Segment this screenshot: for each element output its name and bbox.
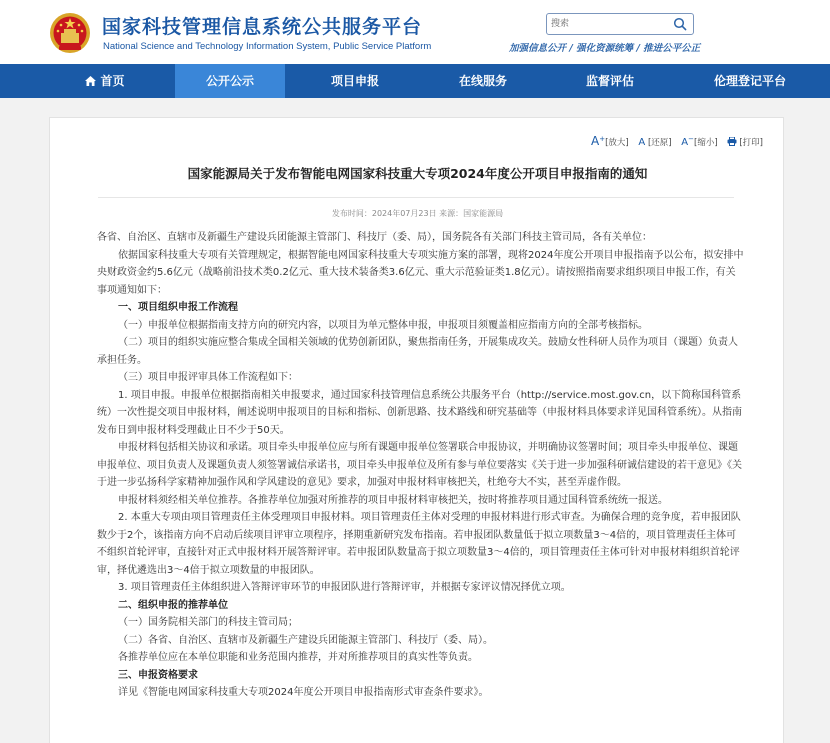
nav-item-home[interactable] bbox=[70, 64, 140, 98]
font-small-icon: A bbox=[681, 137, 689, 148]
font-tools bbox=[584, 134, 763, 148]
paragraph: （一）国务院相关部门的科技主管司局； bbox=[118, 617, 298, 628]
print-button[interactable] bbox=[727, 136, 763, 148]
paragraph: 各省、自治区、直辖市及新疆生产建设兵团能源主管部门、科技厅（委、局），国务院各有关部门科技主管司局，各有关单位： bbox=[97, 232, 652, 243]
paragraph: 申报材料须经相关单位推荐。各推荐单位加强对所推荐的项目申报材料审核把关，按时将推荐项目通过国科管系统统一报送。 bbox=[118, 494, 668, 506]
nav-item-ethics-platform[interactable] bbox=[685, 64, 815, 98]
article-meta: 发布时间：2024年07月23日 来源：国家能源局 bbox=[331, 209, 504, 218]
reset-label: [还原] bbox=[647, 138, 672, 148]
nav-item-label: 在线服务 bbox=[458, 74, 507, 88]
reset-button[interactable] bbox=[638, 136, 671, 148]
nav-item-label: 伦理登记平台 bbox=[713, 74, 786, 88]
section-heading: 三、申报资格要求 bbox=[118, 669, 198, 681]
paragraph: 1. 项目申报。申报单位根据指南相关申报要求，通过国家科技管理信息系统公共服务平台（http://service.most.gov.cn，以下简称国科管系统）一次性提交项目申报材料，阐述说明申报项目的目标和指标、创新思路、技术路线和研究基础等（申报材料具体要求详见国科管系统）。从指南发布日到申报材料受理截止日不少于50天。 bbox=[97, 389, 742, 436]
enlarge-label: [放大] bbox=[605, 138, 629, 148]
slogan: 加强信息公开 / 强化资源统筹 / 推进公平公正 bbox=[509, 43, 701, 54]
nav-item-online-service[interactable] bbox=[433, 64, 533, 98]
nav-item-label: 监督评估 bbox=[585, 74, 634, 88]
paragraph: （二）项目的组织实施应整合集成全国相关领域的优势创新团队，聚焦指南任务，开展集成攻关。鼓励女性科研人员作为项目（课题）负责人承担任务。 bbox=[97, 337, 738, 366]
print-icon bbox=[727, 137, 737, 146]
shrink-label: [缩小] bbox=[694, 138, 718, 148]
nav-item-label: 项目申报 bbox=[330, 74, 379, 88]
search-icon[interactable] bbox=[673, 17, 687, 31]
title-divider bbox=[98, 197, 734, 198]
font-large-icon: A bbox=[590, 134, 600, 148]
print-label: [打印] bbox=[739, 138, 763, 148]
paragraph: 各推荐单位应在本单位职能和业务范围内推荐，并对所推荐项目的真实性等负责。 bbox=[118, 652, 478, 663]
site-title: 国家科技管理信息系统公共服务平台 bbox=[102, 16, 423, 38]
search-input[interactable] bbox=[551, 16, 663, 32]
nav-item-public-notice[interactable] bbox=[175, 64, 285, 98]
search-box bbox=[546, 13, 694, 35]
paragraph: （一）申报单位根据指南支持方向的研究内容，以项目为单元整体申报，申报项目须覆盖相应指南方向的全部考核指标。 bbox=[118, 319, 648, 331]
article-card bbox=[49, 117, 784, 743]
font-reset-icon: A bbox=[638, 137, 646, 148]
nav-item-label: 公开公示 bbox=[205, 74, 254, 88]
national-emblem-icon bbox=[49, 11, 91, 55]
home-icon bbox=[85, 76, 96, 86]
article-body bbox=[97, 229, 744, 702]
site-subtitle: National Science and Technology Information System, Public Service Platform bbox=[103, 41, 432, 52]
paragraph: 详见《智能电网国家科技重大专项2024年度公开项目申报指南形式审查条件要求》。 bbox=[118, 687, 489, 698]
paragraph: 3. 项目管理责任主体组织进入答辩评审环节的申报团队进行答辩评审，并根据专家评议情况择优立项。 bbox=[118, 582, 571, 593]
nav-item-label: 首页 bbox=[100, 74, 125, 88]
shrink-button[interactable]: A−[缩小] bbox=[681, 135, 718, 148]
nav-item-supervision[interactable] bbox=[560, 64, 660, 98]
paragraph: 依据国家科技重大专项有关管理规定，根据智能电网国家科技重大专项实施方案的部署，现将2024年度公开项目申报指南予以公布，拟安排中央财政资金约5.6亿元（战略前沿技术类0.2亿元、重大技术装备类3.6亿元、重大示范验证类1.8亿元）。请按照指南要求组织项目申报工作，有关事项通知如下： bbox=[97, 249, 744, 296]
paragraph: （三）项目申报评审具体工作流程如下： bbox=[118, 372, 298, 383]
section-heading: 一、项目组织申报工作流程 bbox=[118, 302, 238, 313]
nav-item-project-apply[interactable] bbox=[305, 64, 405, 98]
site-header bbox=[0, 0, 830, 64]
main-nav bbox=[0, 64, 830, 98]
article-title: 国家能源局关于发布智能电网国家科技重大专项2024年度公开项目申报指南的通知 bbox=[187, 166, 648, 181]
enlarge-button[interactable]: A+[放大] bbox=[590, 134, 629, 148]
paragraph: 申报材料包括相关协议和承诺。项目牵头申报单位应与所有课题申报单位签署联合申报协议，并明确协议签署时间；项目牵头申报单位、课题申报单位、项目负责人及课题负责人须签署诚信承诺书，项目牵头申报单位及所有参与单位要落实《关于进一步加强科研诚信建设的若干意见》《关于进一步弘扬科学家精神加强作风和学风建设的意见》要求，加强对申报材料审核把关，杜绝夸大不实，甚至弄虚作假。 bbox=[97, 442, 742, 488]
paragraph: （二）各省、自治区、直辖市及新疆生产建设兵团能源主管部门、科技厅（委、局）。 bbox=[118, 634, 493, 646]
paragraph: 2. 本重大专项由项目管理责任主体受理项目申报材料。项目管理责任主体对受理的申报材料进行形式审查。为确保合理的竞争度，若申报团队数少于2个，该指南方向不启动后续项目评审立项程序，择期重新研究发布指南。若申报团队数量低于拟立项数量3～4倍的，项目管理责任主体可不组织首轮评审，直接针对正式申报材料开展答辩评审。若申报团队数量高于拟立项数量3～4倍的，项目管理责任主体可针对申报材料组织首轮评审，择优遴选出3～4倍于拟立项数量的申报团队。 bbox=[97, 512, 741, 576]
section-heading: 二、组织申报的推荐单位 bbox=[118, 599, 228, 611]
